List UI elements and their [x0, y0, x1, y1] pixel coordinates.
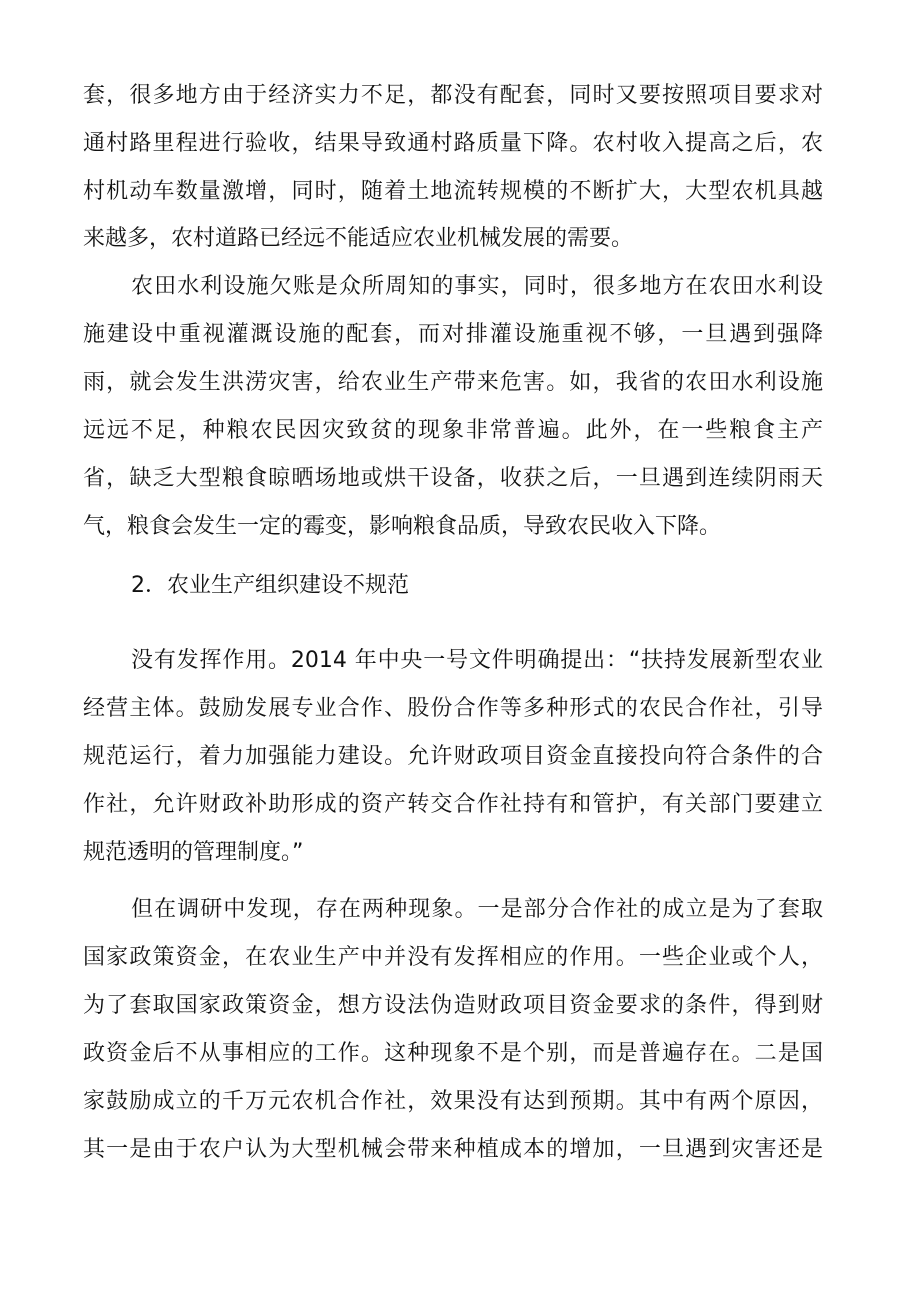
- text-line: 农田水利设施欠账是众所周知的事实，同时，很多地方在农田水利设: [131, 274, 823, 299]
- text-line: 经营主体。鼓励发展专业合作、股份合作等多种形式的农民合作社，引导: [83, 696, 823, 721]
- text-line: 其一是由于农户认为大型机械会带来种植成本的增加，一旦遇到灾害还是: [83, 1137, 823, 1162]
- text-line: 作社，允许财政补助形成的资产转交合作社持有和管护，有关部门要建立: [83, 792, 823, 817]
- text-line: 通村路里程进行验收，结果导致通村路质量下降。农村收入提高之后，农: [83, 131, 823, 156]
- text-line: 气，粮食会发生一定的霉变，影响粮食品质，导致农民收入下降。: [83, 514, 722, 539]
- text-line: 规范运行，着力加强能力建设。允许财政项目资金直接投向符合条件的合: [83, 744, 823, 769]
- text-line: 来越多，农村道路已经远不能适应农业机械发展的需要。: [83, 226, 634, 251]
- text-line: 套，很多地方由于经济实力不足，都没有配套，同时又要按照项目要求对: [83, 83, 823, 108]
- text-line: 雨，就会发生洪涝灾害，给农业生产带来危害。如，我省的农田水利设施: [83, 370, 823, 395]
- text-line: 村机动车数量激增，同时，随着土地流转规模的不断扩大，大型农机具越: [83, 179, 823, 204]
- text-line: 为了套取国家政策资金，想方设法伪造财政项目资金要求的条件，得到财: [83, 993, 823, 1018]
- text-line: 施建设中重视灌溉设施的配套，而对排灌设施重视不够，一旦遇到强降: [83, 322, 823, 347]
- text-line: 规范透明的管理制度。”: [83, 840, 304, 865]
- text-line: 没有发挥作用。2014 年中央一号文件明确提出：“扶持发展新型农业: [131, 648, 823, 673]
- text-line: 家鼓励成立的千万元农机合作社，效果没有达到预期。其中有两个原因，: [83, 1089, 823, 1114]
- text-line: 远远不足，种粮农民因灾致贫的现象非常普遍。此外，在一些粮食主产: [83, 418, 823, 443]
- section-heading: 2．农业生产组织建设不规范: [131, 573, 409, 598]
- text-line: 国家政策资金，在农业生产中并没有发挥相应的作用。一些企业或个人，: [83, 945, 823, 970]
- text-line: 省，缺乏大型粮食晾晒场地或烘干设备，收获之后，一旦遇到连续阴雨天: [83, 466, 823, 491]
- text-line: 但在调研中发现，存在两种现象。一是部分合作社的成立是为了套取: [131, 897, 823, 922]
- text-line: 政资金后不从事相应的工作。这种现象不是个别，而是普遍存在。二是国: [83, 1041, 823, 1066]
